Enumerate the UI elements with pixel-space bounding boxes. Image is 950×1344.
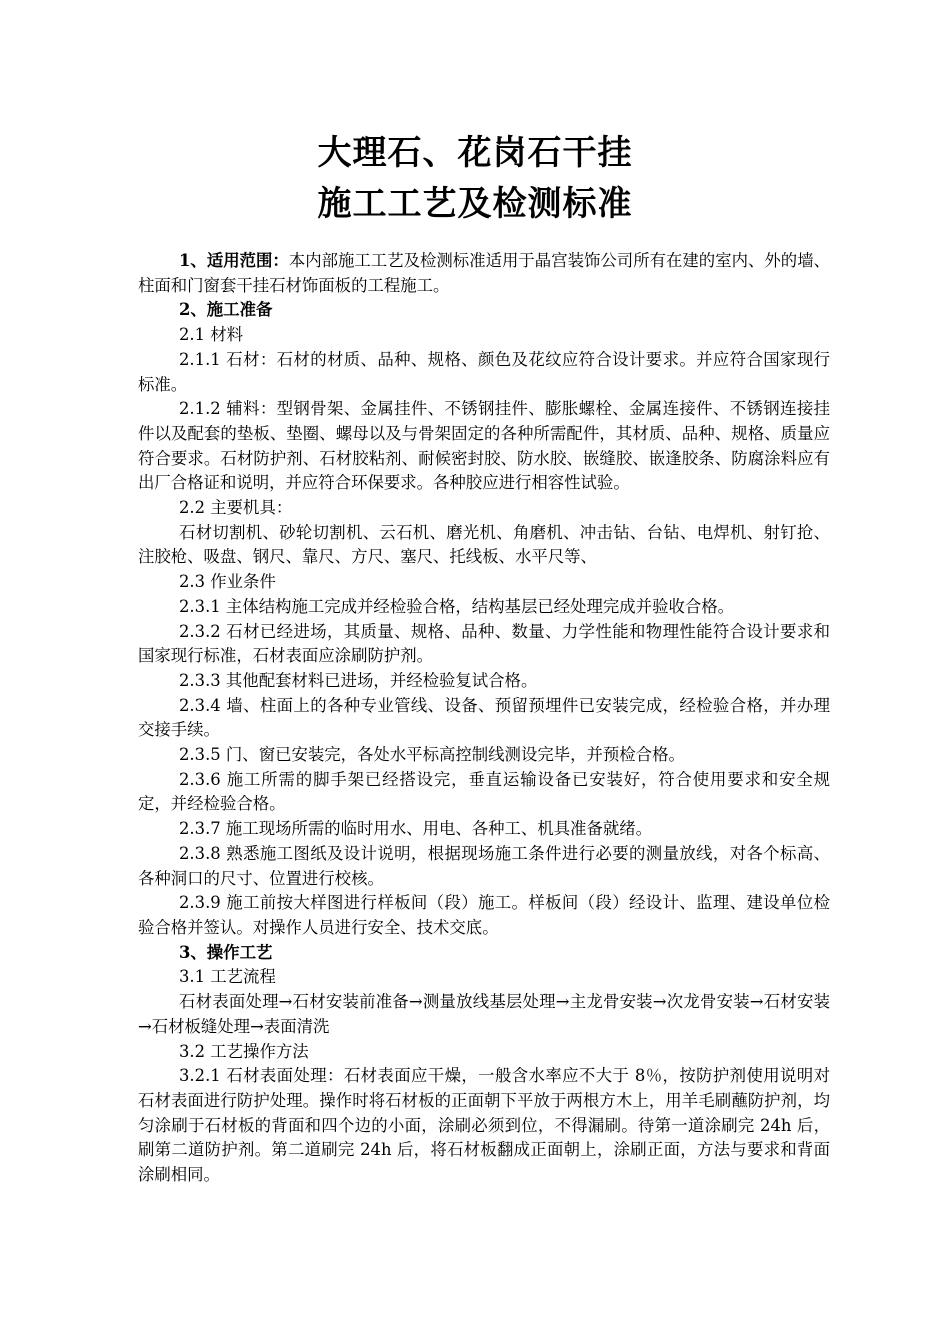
paragraph-text: 2.1.1 石材：石材的材质、品种、规格、颜色及花纹应符合设计要求。并应符合国家现行标准。 <box>138 349 830 394</box>
paragraph-text: 2.3.5 门、窗已安装完，各处水平标高控制线测设完毕，并预检合格。 <box>179 745 685 765</box>
paragraph-text: 2.3.9 施工前按大样图进行样板间（段）施工。样板间（段）经设计、监理、建设单位检验合格并签认。对操作人员进行安全、技术交底。 <box>138 893 830 937</box>
paragraph <box>138 570 830 595</box>
paragraph-lead: 1、适用范围： <box>179 251 289 270</box>
paragraph <box>138 620 830 669</box>
paragraph <box>138 743 830 768</box>
paragraph-text: 2.3.6 施工所需的脚手架已经搭设完，垂直运输设备已安装好，符合使用要求和安全规定，并经检验合格。 <box>138 769 830 814</box>
paragraph-text: 3.2.1 石材表面处理：石材表面应干燥，一般含水率应不大于 8％，按防护剂使用说明对石材表面进行防护处理。操作时将石材板的正面朝下平放于两根方木上，用羊毛刷蘸防护剂，均匀涂刷于石材板的背面和四个边的小面，涂刷必须到位，不得漏刷。待第一道涂刷完 24h 后，刷第二道防护剂。第二道刷完 24h 后，将石材板翻成正面朝上，涂刷正面，方法与要求和背面涂刷相同。 <box>138 1066 830 1185</box>
paragraph <box>138 348 830 397</box>
paragraph <box>138 941 830 966</box>
paragraph <box>138 891 830 940</box>
paragraph-text: 2.1.2 辅料：型钢骨架、金属挂件、不锈钢挂件、膨胀螺栓、金属连接件、不锈钢连接挂件以及配套的垫板、垫圈、螺母以及与骨架固定的各种所需配件，其材质、品种、规格、质量应符合要求。石材防护剂、石材胶粘剂、耐候密封胶、防水胶、嵌缝胶、嵌逢胶条、防腐涂料应有出厂合格证和说明，并应符合环保要求。各种胶应进行相容性试验。 <box>138 399 830 493</box>
paragraph-text: 石材表面处理→石材安装前准备→测量放线基层处理→主龙骨安装→次龙骨安装→石材安装→石材板缝处理→表面清洗 <box>138 992 830 1036</box>
paragraph-lead: 3、操作工艺 <box>179 942 273 962</box>
paragraph <box>138 1040 830 1065</box>
paragraph-text: 2.1 材料 <box>179 325 244 345</box>
paragraph-text: 本内部施工工艺及检测标准适用于晶宫装饰公司所有在建的室内、外的墙、柱面和门窗套干挂石材饰面板的工程施工。 <box>138 251 830 295</box>
paragraph-text: 2.3.4 墙、柱面上的各种专业管线、设备、预留预埋件已安装完成，经检验合格，并办理交接手续。 <box>138 695 830 740</box>
paragraph <box>138 817 830 842</box>
paragraph <box>138 496 830 521</box>
paragraph-text: 2.3.1 主体结构施工完成并经检验合格，结构基层已经处理完成并验收合格。 <box>179 596 735 616</box>
paragraph <box>138 694 830 743</box>
paragraph-text: 2.3.2 石材已经进场，其质量、规格、品种、数量、力学性能和物理性能符合设计要求和国家现行标准，石材表面应涂刷防护剂。 <box>138 621 830 666</box>
paragraph-text: 2.2 主要机具： <box>179 498 293 518</box>
paragraph <box>138 397 830 496</box>
paragraph <box>138 298 830 323</box>
document-body <box>138 249 830 1188</box>
paragraph-lead: 2、施工准备 <box>179 300 273 320</box>
paragraph <box>138 323 830 348</box>
paragraph-text: 3.2 工艺操作方法 <box>179 1041 309 1061</box>
paragraph <box>138 595 830 620</box>
paragraph <box>138 521 830 570</box>
paragraph-text: 2.3.7 施工现场所需的临时用水、用电、各种工、机具准备就绪。 <box>179 819 653 839</box>
paragraph <box>138 1064 830 1188</box>
paragraph <box>138 669 830 694</box>
document-title-line2: 施工工艺及检测标准 <box>317 184 633 224</box>
paragraph <box>138 768 830 817</box>
paragraph-text: 2.3.3 其他配套材料已进场，并经检验复试合格。 <box>179 670 538 690</box>
paragraph-text: 2.3.8 熟悉施工图纸及设计说明，根据现场施工条件进行必要的测量放线，对各个标高、各种洞口的尺寸、位置进行校核。 <box>138 843 830 888</box>
paragraph <box>138 990 830 1039</box>
paragraph-text: 2.3 作业条件 <box>179 572 276 592</box>
paragraph <box>138 842 830 891</box>
paragraph-text: 3.1 工艺流程 <box>179 967 276 987</box>
document-title-line1: 大理石、花岗石干挂 <box>317 133 633 173</box>
paragraph-text: 石材切割机、砂轮切割机、云石机、磨光机、角磨机、冲击钻、台钻、电焊机、射钉抢、注胶枪、吸盘、钢尺、靠尺、方尺、塞尺、托线板、水平尺等、 <box>138 522 830 567</box>
paragraph <box>138 965 830 990</box>
paragraph <box>138 249 830 298</box>
